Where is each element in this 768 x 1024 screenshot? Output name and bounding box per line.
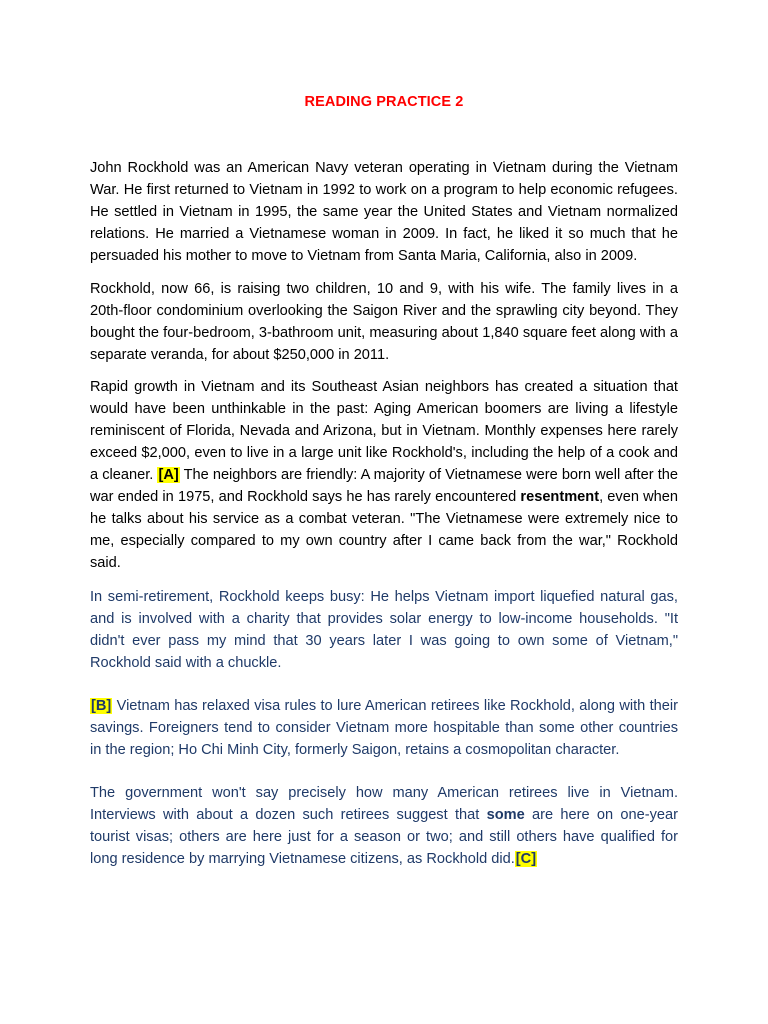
bold-word-some: some (486, 807, 525, 823)
article-body (90, 157, 678, 870)
marker-c-highlight: [C] (515, 851, 537, 867)
paragraph-3 (90, 376, 678, 574)
paragraph-1: John Rockhold was an American Navy veteran operating in Vietnam during the Vietnam War. He first returned to Vietnam in 1992 to work on a program to help economic refugees. He settled in Vietnam in 1995, the same year the United States and Vietnam normalized relations. He married a Vietnamese woman in 2009. In fact, he liked it so much that he persuaded his mother to move to Vietnam from Santa Maria, California, also in 2009. (90, 160, 678, 264)
paragraph-3-text-1: Rapid growth in Vietnam and its Southeast Asian neighbors has created a situation that would have been unthinkable in the past: Aging American boomers are living a lifestyle reminiscent of Florida, Nevada and Arizona, but in Vietnam. Monthly expenses here rarely exceed $2,000, even to live in a large unit like Rockhold's, including the help of a cook and a cleaner. (90, 379, 678, 483)
paragraph-3-text-2: The neighbors are friendly: A majority of Vietnamese were born well after the war ended in 1975, and Rockhold says he has rarely encountered (90, 467, 678, 505)
page-title: READING PRACTICE 2 (304, 94, 464, 110)
paragraph-6 (90, 782, 678, 870)
paragraph-6-text-2: are here on one-year tourist visas; others are here just for a season or two; and still others have qualified for long residence by marrying Vietnamese citizens, as Rockhold did. (90, 807, 679, 867)
paragraph-6-text-1: The government won't say precisely how many American retirees live in Vietnam. Interviews with about a dozen such retirees suggest that (90, 785, 678, 823)
paragraph-4: In semi-retirement, Rockhold keeps busy: He helps Vietnam import liquefied natural gas, and is involved with a charity that provides solar energy to low-income households. "It didn't ever pass my mind that 30 years later I was going to own some of Vietnam," Rockhold said with a chuckle. (90, 589, 678, 671)
paragraph-3-text-3: , even when he talks about his service as a combat veteran. "The Vietnamese were extremely nice to me, especially compared to my own country after I came back from the war," Rockhold said. (90, 489, 678, 571)
paragraph-2: Rockhold, now 66, is raising two children, 10 and 9, with his wife. The family lives in a 20th-floor condominium overlooking the Saigon River and the sprawling city beyond. They bought the four-bedroom, 3-bathroom unit, measuring about 1,840 square feet along with a separate veranda, for about $250,000 in 2011. (90, 281, 678, 363)
paragraph-5 (90, 695, 678, 761)
marker-b-highlight: [B] (91, 698, 112, 714)
marker-a-highlight: [A] (158, 467, 179, 483)
bold-word-resentment: resentment (520, 489, 600, 505)
paragraph-5-text: Vietnam has relaxed visa rules to lure American retirees like Rockhold, along with their savings. Foreigners tend to consider Vietnam more hospitable than some other countries in the region; Ho Chi Minh City, formerly Saigon, retains a cosmopolitan character. (90, 698, 678, 758)
